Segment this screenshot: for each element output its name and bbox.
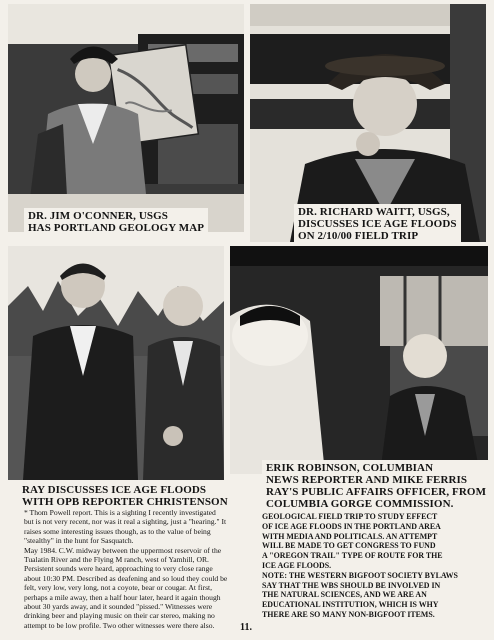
caption-line: RAY'S PUBLIC AFFAIRS OFFICER, FROM xyxy=(266,486,487,498)
caption-line: RAY DISCUSSES ICE AGE FLOODS xyxy=(22,484,207,496)
photo-oconner-image xyxy=(8,4,244,232)
report-line: attempt to be low profile. Two other witnesses were there also. xyxy=(24,620,215,630)
notice-line: NOTE: THE WESTERN BIGFOOT SOCIETY BYLAWS xyxy=(262,570,458,580)
notice-line: WILL BE MADE TO GET CONGRESS TO FUND xyxy=(262,541,436,551)
caption-line: NEWS REPORTER AND MIKE FERRIS xyxy=(266,474,468,486)
notice-line: THE NATURAL SCIENCES, AND WE ARE AN xyxy=(262,590,427,600)
caption-line: DISCUSSES ICE AGE FLOODS xyxy=(298,218,457,230)
notice-line: A "OREGON TRAIL" TYPE OF ROUTE FOR THE xyxy=(262,551,443,561)
report-line: Persistent sounds were heard, approaching to very close range xyxy=(24,564,213,574)
report-line: raises some interesting issues though, as to the value of being xyxy=(24,526,211,536)
report-line: "stealthy" in the hunt for Sasquatch. xyxy=(24,536,134,546)
photo-ray-image xyxy=(8,246,224,480)
report-line: about 10:30 PM. Described as deafening and so loud they could be xyxy=(24,573,228,583)
report-line: felt, very low, very long, not a coyote, bear or cougar. At first, xyxy=(24,583,213,593)
caption-line: HAS PORTLAND GEOLOGY MAP xyxy=(28,222,205,234)
report-line: drinking beer and playing music on their car stereo, making no xyxy=(24,611,215,621)
photo-robinson xyxy=(230,246,488,474)
report-line: about 30 yards away, and it sounded "pissed." Witnesses were xyxy=(24,602,213,612)
caption-line: COLUMBIA GORGE COMMISSION. xyxy=(266,498,454,510)
notice-line: ICE AGE FLOODS. xyxy=(262,560,332,570)
photo-ray xyxy=(8,246,224,480)
caption-robinson xyxy=(262,460,490,511)
powell-report xyxy=(24,508,246,630)
notice-line: WITH MEDIA AND POLITICALS. AN ATTEMPT xyxy=(262,531,438,541)
notice-line: SAY THAT THE WBS SHOULD BE INVOLVED IN xyxy=(262,580,441,590)
caption-ray xyxy=(18,482,232,509)
field-trip-notice xyxy=(262,512,488,620)
report-line: May 1984. C.W. midway between the uppermost reservoir of the xyxy=(24,545,222,555)
caption-line: WITH OPB REPORTER CHRISTENSON xyxy=(22,496,228,508)
report-line: Tualatin River and the Flying M ranch, west of Yamhill, OR. xyxy=(24,555,209,565)
notice-line: OF ICE AGE FLOODS IN THE PORTLAND AREA xyxy=(262,521,441,531)
caption-oconner xyxy=(24,208,208,235)
caption-line: ERIK ROBINSON, COLUMBIAN xyxy=(266,462,434,474)
page-number: 11. xyxy=(240,622,252,633)
report-line: but is not very recent, nor was it real a sighting, just a "hearing." It xyxy=(24,517,227,527)
photo-robinson-image xyxy=(230,246,488,474)
photo-oconner xyxy=(8,4,244,232)
caption-line: DR. JIM O'CONNER, USGS xyxy=(28,210,169,222)
notice-line: GEOLOGICAL FIELD TRIP TO STUDY EFFECT xyxy=(262,512,438,521)
report-line: perhaps a mile away, then a half hour later, heard it again though xyxy=(24,592,221,602)
caption-waitt xyxy=(294,204,461,243)
notice-line: EDUCATIONAL INSTITUTION, WHICH IS WHY xyxy=(262,600,439,610)
caption-line: DR. RICHARD WAITT, USGS, xyxy=(298,206,450,218)
report-line: * Thom Powell report. This is a sighting I recently investigated xyxy=(24,508,216,517)
notice-line: THERE ARE SO MANY NON-BIGFOOT ITEMS. xyxy=(262,609,435,619)
caption-line: ON 2/10/00 FIELD TRIP xyxy=(298,230,419,242)
